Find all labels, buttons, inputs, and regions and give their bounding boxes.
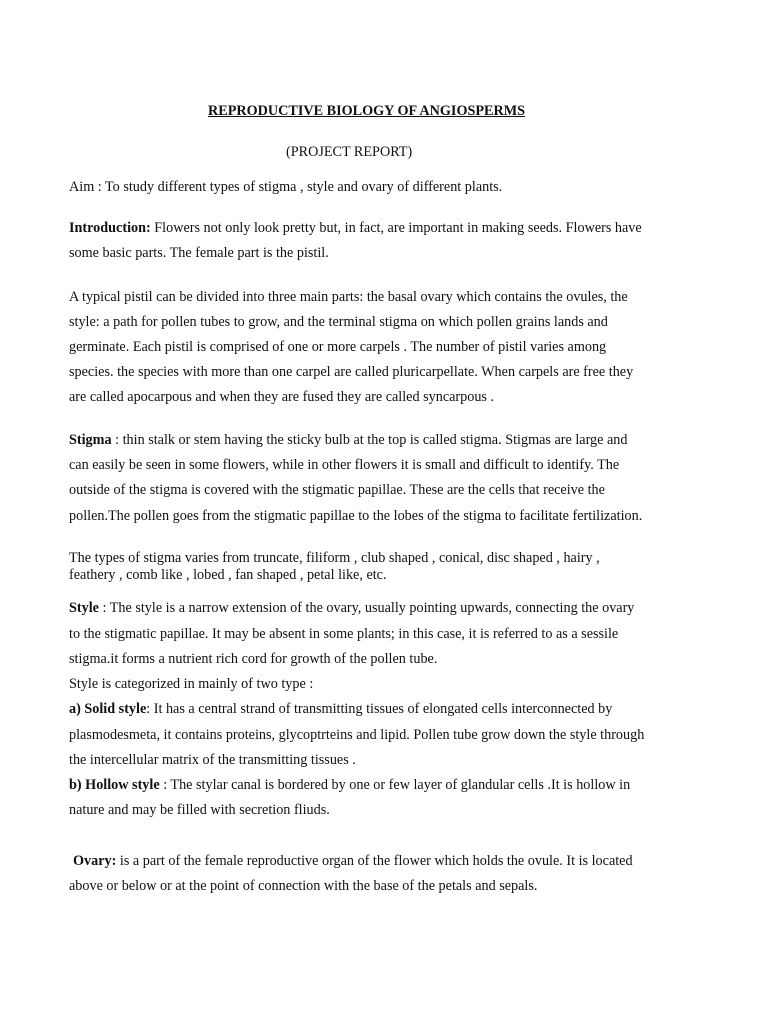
intro-text-1: Flowers not only look pretty but, in fact, are important in making seeds. Flowers have	[150, 220, 642, 236]
stigma-label: Stigma	[69, 432, 112, 448]
stigma-line-3: outside of the stigma is covered with the stigmatic papillae. These are the cells that receive the	[69, 482, 605, 498]
stigma-line-4: pollen.The pollen goes from the stigmatic papillae to the lobes of the stigma to facilitate fertilization.	[69, 508, 643, 524]
stigma-line-2: can easily be seen in some flowers, while in other flowers it is small and difficult to identify. The	[69, 457, 620, 473]
pistil-line-3: germinate. Each pistil is comprised of one or more carpels . The number of pistil varies among	[69, 339, 607, 355]
ovary-line-2: above or below or at the point of connection with the base of the petals and sepals.	[69, 878, 538, 894]
solid-style-text-1: : It has a central strand of transmitting tissues of elongated cells interconnected by	[146, 701, 613, 717]
page-subtitle: (PROJECT REPORT)	[286, 144, 413, 160]
ovary-text-1: is a part of the female reproductive organ of the flower which holds the ovule. It is located	[116, 853, 633, 869]
page-title: REPRODUCTIVE BIOLOGY OF ANGIOSPERMS	[208, 103, 526, 119]
ovary-line-1	[73, 852, 633, 870]
hollow-style-label: b) Hollow style	[69, 777, 160, 793]
stigma-text-1: : thin stalk or stem having the sticky bulb at the top is called stigma. Stigmas are large and	[111, 432, 628, 448]
hollow-style-line-1	[69, 776, 630, 794]
intro-line-1	[69, 219, 642, 237]
solid-style-line-3: the intercellular matrix of the transmitting tissues .	[69, 752, 356, 768]
style-line-3: stigma.it forms a nutrient rich cord for growth of the pollen tube.	[69, 651, 438, 667]
style-label: Style	[69, 600, 99, 616]
stigma-types-line-2: feathery , comb like , lobed , fan shaped , petal like, etc.	[69, 567, 387, 583]
hollow-style-line-2: nature and may be filled with secretion fliuds.	[69, 802, 330, 818]
pistil-line-1: A typical pistil can be divided into three main parts: the basal ovary which contains the ovules, the	[69, 289, 628, 305]
solid-style-line-1	[69, 700, 612, 718]
pistil-line-2: style: a path for pollen tubes to grow, and the terminal stigma on which pollen grains lands and	[69, 314, 608, 330]
style-line-2: to the stigmatic papillae. It may be absent in some plants; in this case, it is referred to as a sessile	[69, 626, 619, 642]
intro-label: Introduction:	[69, 220, 151, 236]
style-line-4: Style is categorized in mainly of two type :	[69, 676, 314, 692]
solid-style-label: a) Solid style	[69, 701, 147, 717]
style-line-1	[69, 599, 634, 617]
intro-line-2: some basic parts. The female part is the pistil.	[69, 245, 329, 261]
hollow-style-text-1: : The stylar canal is bordered by one or few layer of glandular cells .It is hollow in	[159, 777, 631, 793]
style-text-1: : The style is a narrow extension of the ovary, usually pointing upwards, connecting the ovary	[98, 600, 635, 616]
ovary-label: Ovary:	[73, 853, 117, 869]
pistil-line-5: are called apocarpous and when they are fused they are called syncarpous .	[69, 389, 495, 405]
stigma-line-1	[69, 431, 627, 449]
aim-line: Aim : To study different types of stigma , style and ovary of different plants.	[69, 179, 503, 195]
pistil-line-4: species. the species with more than one carpel are called pluricarpellate. When carpels are free they	[69, 364, 634, 380]
stigma-types-line-1: The types of stigma varies from truncate, filiform , club shaped , conical, disc shaped , hairy ,	[69, 550, 600, 566]
solid-style-line-2: plasmodesmeta, it contains proteins, glycoptrteins and lipid. Pollen tube grow down the style through	[69, 727, 645, 743]
